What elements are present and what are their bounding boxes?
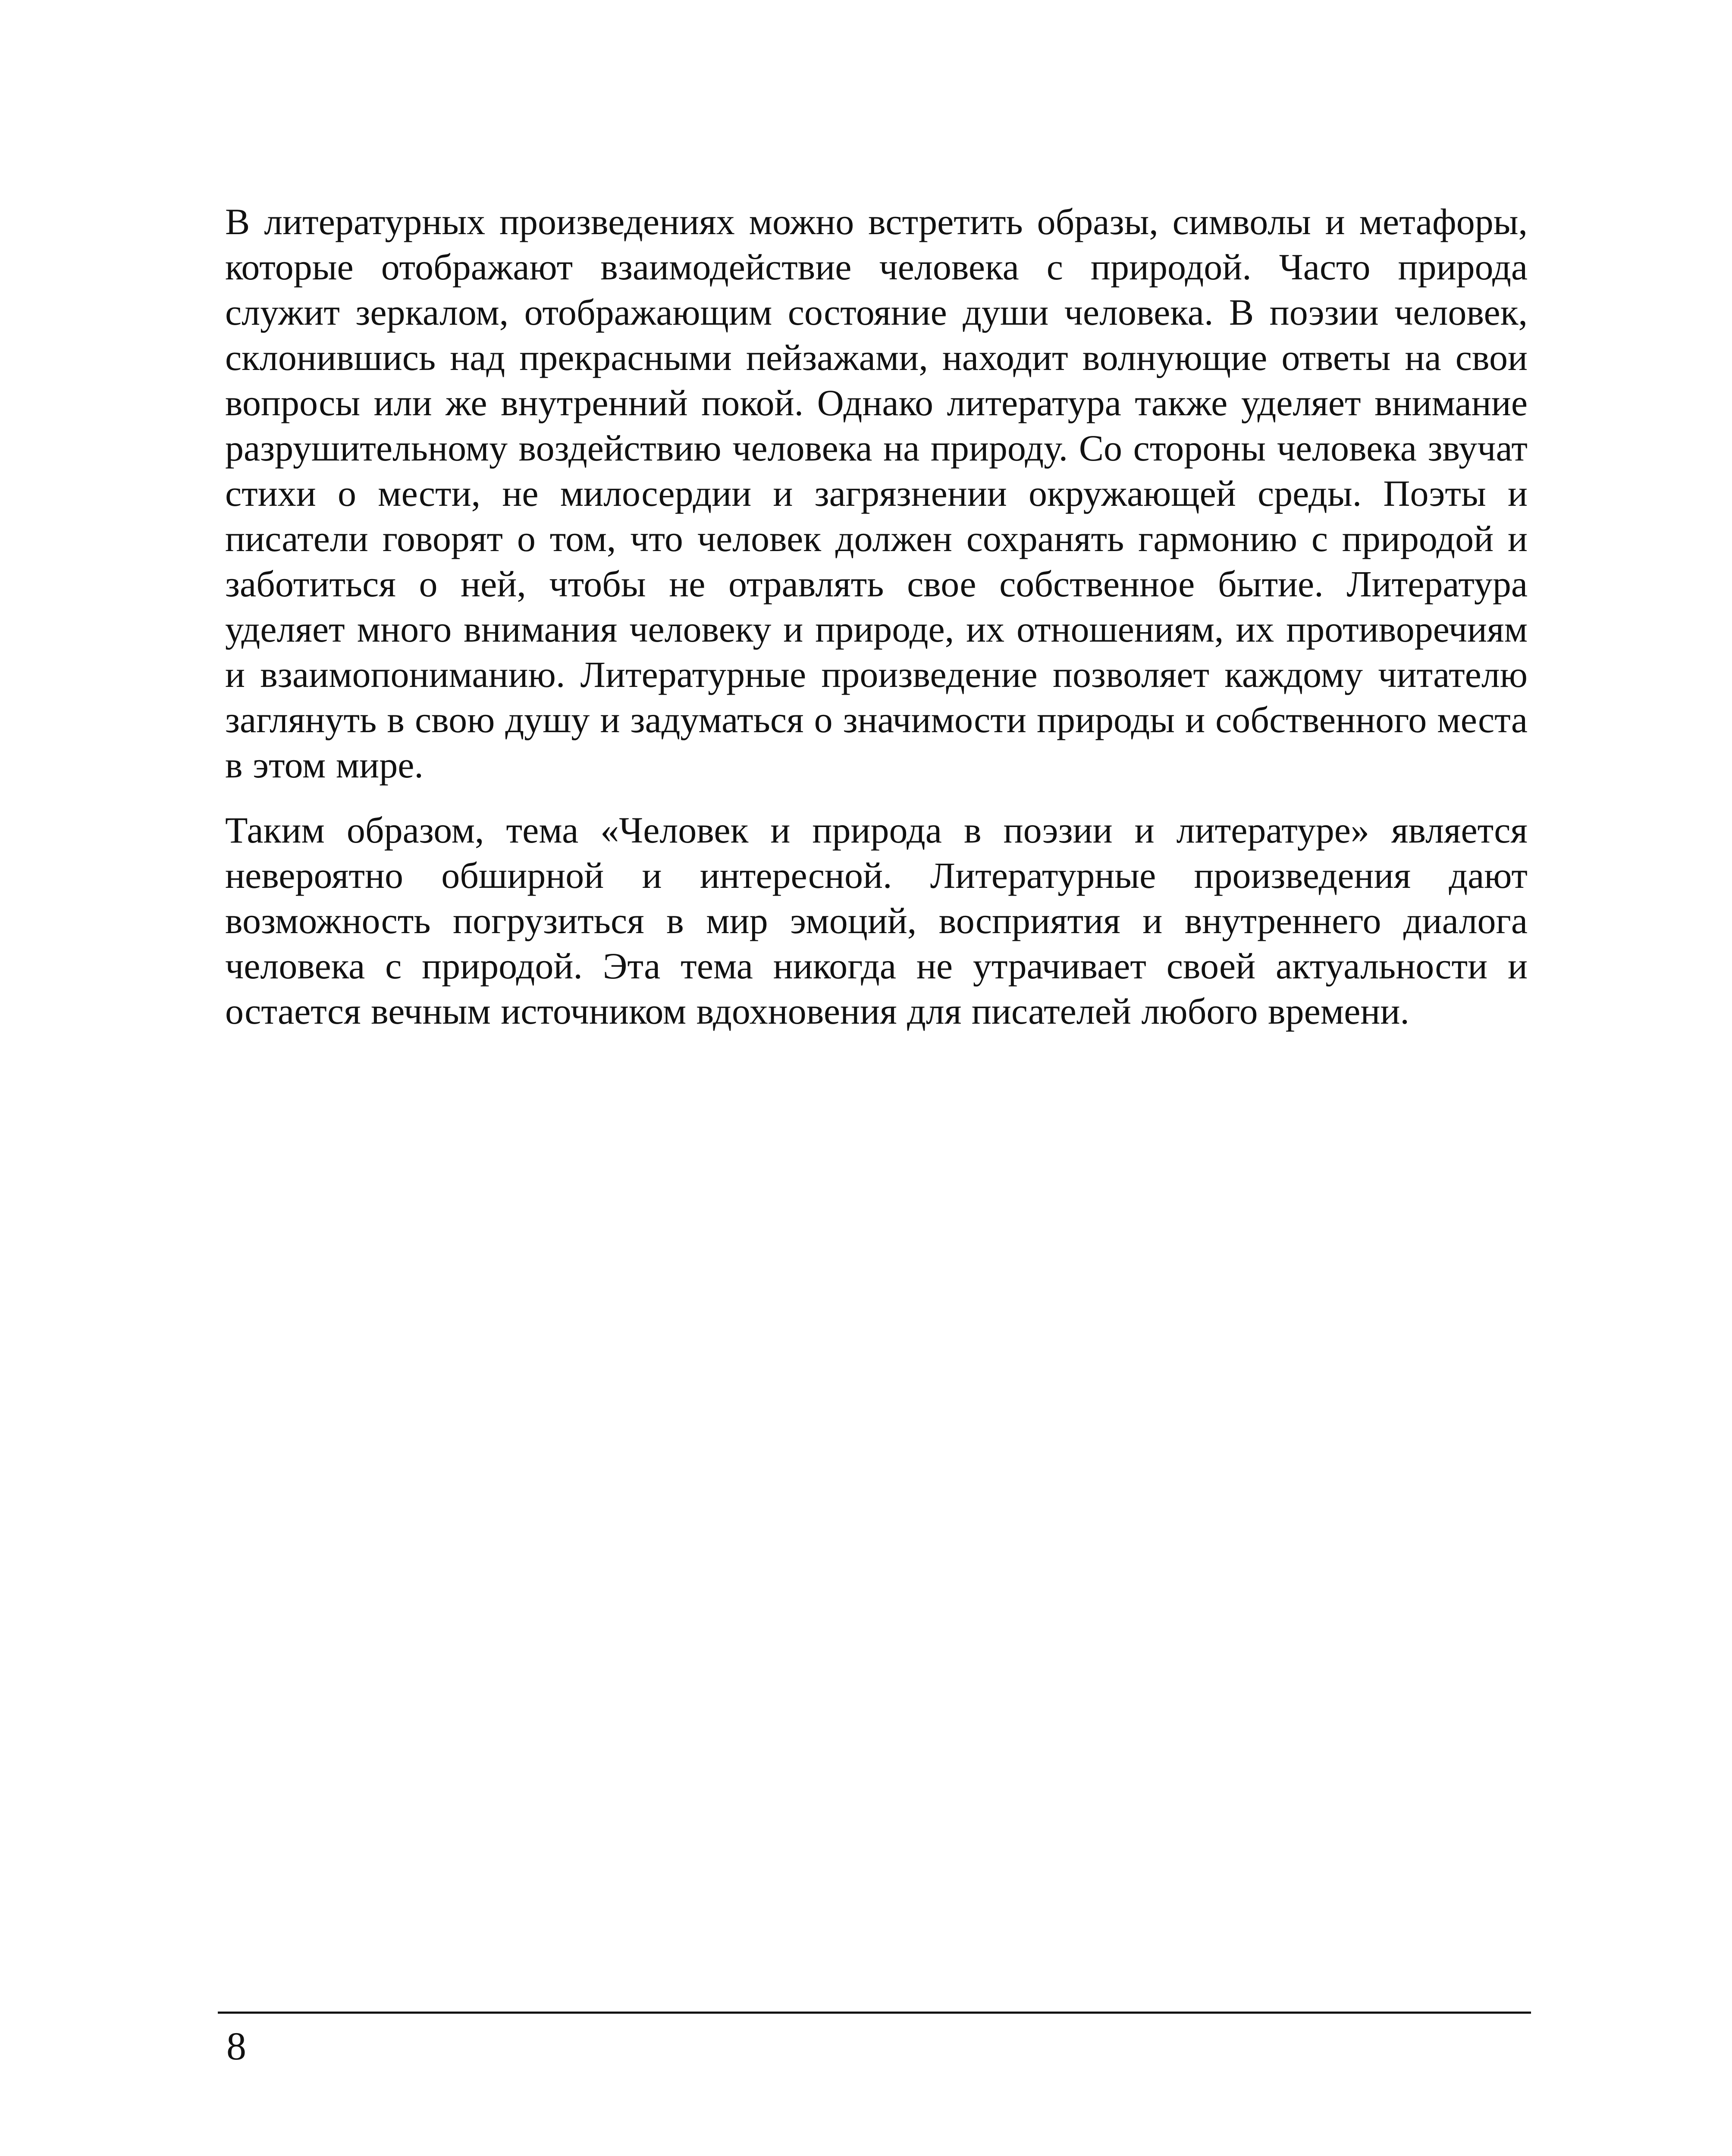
footer-divider [218,2012,1531,2014]
page-number: 8 [226,2024,246,2068]
paragraph-2: Таким образом, тема «Человек и природа в поэзии и литературе» является невероятно обширной и интересной. Литературные произведения дают возможность погрузиться в мир эмоций, восприятия и внутреннего диалога человека с природой. Эта тема никогда не утрачивает своей актуальности и остается вечным источником вдохновения для писателей любого времени. [225,809,1528,1032]
paragraph-1: В литературных произведениях можно встретить образы, символы и метафоры, которые отображают взаимодействие человека с природой. Часто природа служит зеркалом, отображающим состояние души человека. В поэзии человек, склонившись над прекрасными пейзажами, находит волнующие ответы на свои вопросы или же внутренний покой. Однако литература также уделяет внимание разрушительному воздействию человека на природу. Со стороны человека звучат стихи о мести, не милосердии и загрязнении окружающей среды. Поэты и писатели говорят о том, что человек должен сохранять гармонию с природой и заботиться о ней, чтобы не отравлять свое собственное бытие. Литература уделяет много внимания человеку и природе, их отношениям, их противоречиям и взаимопониманию. Литературные произведение позволяет каждому читателю заглянуть в свою душу и задуматься о значимости природы и собственного места в этом мире. [225,201,1528,786]
body-text [225,199,1528,1034]
